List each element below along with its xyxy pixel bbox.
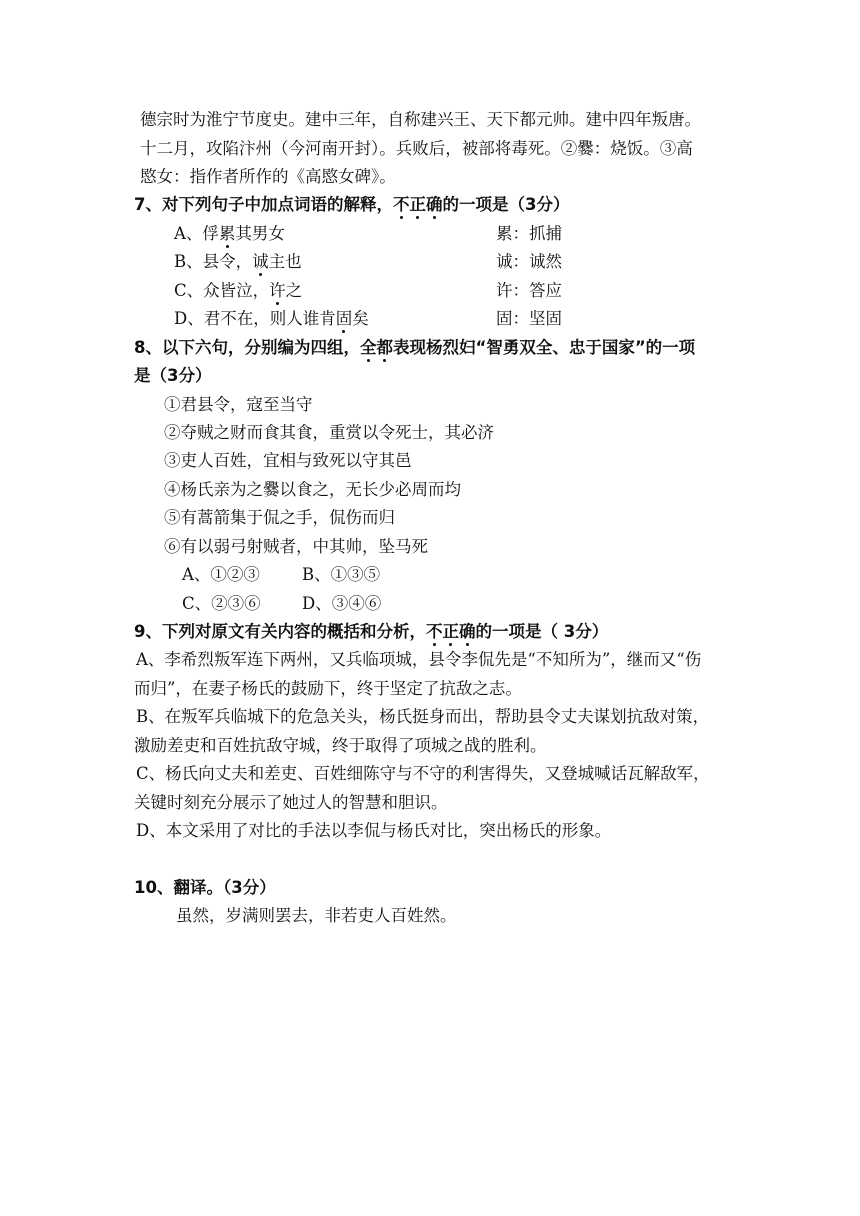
q7-option-c: C、众皆泣，许之 bbox=[174, 281, 303, 300]
q8-item-5: ⑤有蒿箭集于侃之手，侃伤而归 bbox=[164, 508, 395, 527]
note-line-1: 德宗时为淮宁节度史。建中三年，自称建兴王、天下都元帅。建中四年叛唐。 bbox=[140, 110, 701, 129]
note-line-2: 十二月，攻陷汴州（今河南开封）。兵败后，被部将毒死。②爨：烧饭。③高 bbox=[140, 139, 693, 158]
q10-stem: 10、翻译。（3分） bbox=[134, 878, 276, 897]
q9-option-a-line2: 而归”，在妻子杨氏的鼓励下，终于坚定了抗敌之志。 bbox=[134, 679, 522, 698]
q8-choice-d: D、③④⑥ bbox=[302, 594, 382, 613]
q7-stem: 7、对下列句子中加点词语的解释，不正确的一项是（3分） bbox=[134, 195, 570, 214]
q9-stem: 9、下列对原文有关内容的概括和分析，不正确的一项是（ 3分） bbox=[134, 622, 609, 641]
q9-option-d: D、本文采用了对比的手法以李侃与杨氏对比，突出杨氏的形象。 bbox=[136, 821, 612, 840]
q9-option-c-line1: C、杨氏向丈夫和差吏、百姓细陈守与不守的利害得失，又登城喊话瓦解敌军， bbox=[136, 764, 710, 783]
q8-choice-b: B、①③⑤ bbox=[302, 565, 381, 584]
q9-option-a-line1: A、李希烈叛军连下两州，又兵临项城，县令李侃先是“不知所为”，继而又“伤 bbox=[136, 650, 702, 669]
q10-sentence: 虽然，岁满则罢去，非若吏人百姓然。 bbox=[176, 906, 457, 925]
q8-item-2: ②夺贼之财而食其食，重赏以令死士，其必济 bbox=[164, 423, 494, 442]
q8-stem-cont: 是（3分） bbox=[134, 366, 212, 385]
q8-item-6: ⑥有以弱弓射贼者，中其帅，坠马死 bbox=[164, 537, 428, 556]
q8-item-3: ③吏人百姓，宜相与致死以守其邑 bbox=[164, 451, 412, 470]
q7-gloss-d: 固：坚固 bbox=[496, 309, 562, 328]
q7-gloss-b: 诚：诚然 bbox=[496, 252, 562, 271]
q8-item-4: ④杨氏亲为之爨以食之，无长少必周而均 bbox=[164, 480, 461, 499]
q7-gloss-a: 累：抓捕 bbox=[496, 224, 562, 243]
q9-option-b-line2: 激励差吏和百姓抗敌守城，终于取得了项城之战的胜利。 bbox=[134, 736, 547, 755]
q7-gloss-c: 许：答应 bbox=[496, 281, 562, 300]
note-line-3: 愍女：指作者所作的《高愍女碑》。 bbox=[140, 167, 396, 186]
q8-stem: 8、以下六句，分别编为四组，全都表现杨烈妇“智勇双全、忠于国家”的一项 bbox=[134, 338, 696, 357]
q8-item-1: ①君县令，寇至当守 bbox=[164, 395, 313, 414]
q8-choice-a: A、①②③ bbox=[182, 565, 260, 584]
q7-option-b: B、县令，诚主也 bbox=[174, 252, 302, 271]
q9-option-c-line2: 关键时刻充分展示了她过人的智慧和胆识。 bbox=[134, 793, 448, 812]
q9-option-b-line1: B、在叛军兵临城下的危急关头，杨氏挺身而出，帮助县令丈夫谋划抗敌对策， bbox=[136, 707, 710, 726]
q7-option-d: D、君不在，则人谁肯固矣 bbox=[174, 309, 369, 328]
q7-option-a: A、俘累其男女 bbox=[174, 224, 285, 243]
q8-choice-c: C、②③⑥ bbox=[182, 594, 261, 613]
